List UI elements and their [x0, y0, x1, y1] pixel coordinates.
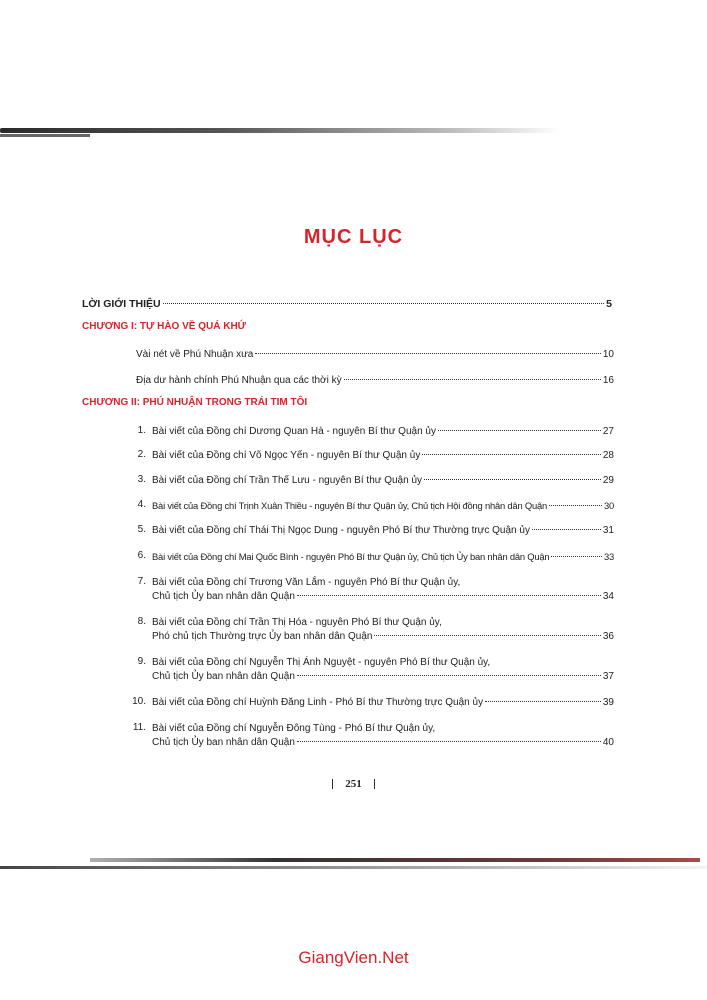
dot-leader	[163, 303, 605, 304]
toc-item-number: 3.	[137, 474, 146, 485]
toc-item-number: 7.	[137, 576, 146, 587]
toc-page-number: 28	[602, 450, 614, 461]
toc-entry-label: Địa dư hành chính Phú Nhuận qua các thời kỳ	[136, 375, 342, 386]
toc-entry[interactable]	[152, 630, 614, 644]
toc-entry[interactable]	[136, 374, 614, 388]
dot-leader	[485, 701, 601, 702]
divider	[374, 779, 375, 789]
scan-edge-top	[0, 128, 560, 133]
toc-entry[interactable]	[152, 590, 614, 604]
toc-entry-label: Bài viết của Đồng chí Huỳnh Đăng Linh - Phó Bí thư Thường trực Quận ủy	[152, 697, 484, 708]
chapter-heading-1[interactable]: CHƯƠNG I: TỰ HÀO VỀ QUÁ KHỨ	[82, 321, 246, 332]
toc-page-number: 29	[602, 475, 614, 486]
toc-entry[interactable]	[152, 670, 614, 684]
toc-page-number: 30	[603, 500, 614, 511]
toc-entry-label: Phó chủ tịch Thường trực Ủy ban nhân dân Quận	[152, 631, 373, 642]
toc-entry[interactable]	[152, 425, 614, 439]
toc-entry-label: LỜI GIỚI THIỆU	[82, 298, 161, 310]
toc-entry-label: Vài nét về Phú Nhuận xưa	[136, 349, 254, 360]
scan-edge-bottom-lower	[0, 866, 707, 869]
toc-page-number: 36	[602, 631, 614, 642]
toc-entry-label: Bài viết của Đồng chí Mai Quốc Bình - nguyên Phó Bí thư Quận ủy, Chủ tịch Ủy ban nhân dân Quận	[152, 551, 550, 562]
toc-item-number: 10.	[132, 696, 146, 707]
toc-entry[interactable]	[152, 499, 614, 513]
toc-entry-line1: Bài viết của Đồng chí Nguyễn Đông Tùng - Phó Bí thư Quận ủy,	[152, 723, 436, 734]
page-title: MỤC LỤC	[303, 226, 404, 248]
toc-page-number: 5	[606, 298, 612, 310]
toc-page-number: 37	[602, 671, 614, 682]
toc-item-number: 8.	[137, 616, 146, 627]
toc-entry-label: Bài viết của Đồng chí Võ Ngọc Yến - nguyên Bí thư Quận ủy	[152, 450, 421, 461]
scan-edge-bottom	[90, 858, 700, 862]
toc-item-number: 5.	[137, 524, 146, 535]
dot-leader	[297, 595, 601, 596]
dot-leader	[297, 675, 601, 676]
dot-leader	[255, 353, 601, 354]
dot-leader	[549, 505, 602, 506]
toc-entry[interactable]	[152, 449, 614, 463]
dot-leader	[438, 430, 601, 431]
toc-entry-label: Chủ tịch Ủy ban nhân dân Quận	[152, 671, 295, 682]
toc-entry-label: Chủ tịch Ủy ban nhân dân Quận	[152, 591, 295, 602]
toc-entry-label: Bài viết của Đồng chí Trịnh Xuân Thiều - nguyên Bí thư Quận ủy, Chủ tịch Hội đồng nhân dân Quận	[152, 500, 547, 511]
dot-leader	[374, 635, 600, 636]
page-number-footer	[0, 778, 707, 790]
dot-leader	[551, 556, 602, 557]
toc-page-number: 31	[602, 525, 614, 536]
toc-page-number: 10	[602, 349, 614, 360]
toc-entry[interactable]	[152, 736, 614, 750]
toc-entry-label: Chủ tịch Ủy ban nhân dân Quận	[152, 737, 295, 748]
toc-entry[interactable]	[152, 474, 614, 488]
toc-entry-intro[interactable]	[82, 297, 612, 311]
toc-entry-label: Bài viết của Đồng chí Thái Thị Ngọc Dung - nguyên Phó Bí thư Thường trực Quận ủy	[152, 525, 530, 536]
toc-entry[interactable]	[152, 550, 614, 564]
toc-item-number: 2.	[137, 449, 146, 460]
toc-item-number: 9.	[137, 656, 146, 667]
toc-item-number: 6.	[137, 550, 146, 561]
toc-page-number: 27	[602, 426, 614, 437]
toc-page-number: 40	[602, 737, 614, 748]
toc-entry-line1: Bài viết của Đồng chí Trần Thị Hóa - nguyên Phó Bí thư Quận ủy,	[152, 617, 442, 628]
toc-entry-line1: Bài viết của Đồng chí Trương Văn Lắm - nguyên Phó Bí thư Quận ủy,	[152, 577, 461, 588]
scan-edge-top-fragment	[0, 134, 90, 137]
toc-entry[interactable]	[152, 524, 614, 538]
dot-leader	[422, 454, 601, 455]
toc-item-number: 1.	[137, 425, 146, 436]
toc-page-number: 16	[602, 375, 614, 386]
toc-entry[interactable]	[152, 696, 614, 710]
divider	[332, 779, 333, 789]
toc-entry-label: Bài viết của Đồng chí Trần Thế Lưu - nguyên Bí thư Quận ủy	[152, 475, 423, 486]
page-number: 251	[345, 778, 362, 790]
dot-leader	[532, 529, 601, 530]
toc-entry-label: Bài viết của Đồng chí Dương Quan Hà - nguyên Bí thư Quận ủy	[152, 426, 436, 437]
dot-leader	[297, 741, 601, 742]
toc-page-number: 39	[602, 697, 614, 708]
toc-page-number: 34	[602, 591, 614, 602]
toc-entry-line1: Bài viết của Đồng chí Nguyễn Thị Ánh Nguyệt - nguyên Phó Bí thư Quận ủy,	[152, 657, 491, 668]
toc-entry[interactable]	[136, 348, 614, 362]
toc-item-number: 4.	[137, 499, 146, 510]
chapter-heading-2[interactable]: CHƯƠNG II: PHÚ NHUẬN TRONG TRÁI TIM TÔI	[82, 397, 308, 408]
toc-item-number: 11.	[132, 722, 146, 733]
toc-page-number: 33	[603, 551, 614, 562]
dot-leader	[344, 379, 601, 380]
watermark: GiangVien.Net	[298, 948, 409, 967]
dot-leader	[424, 479, 601, 480]
